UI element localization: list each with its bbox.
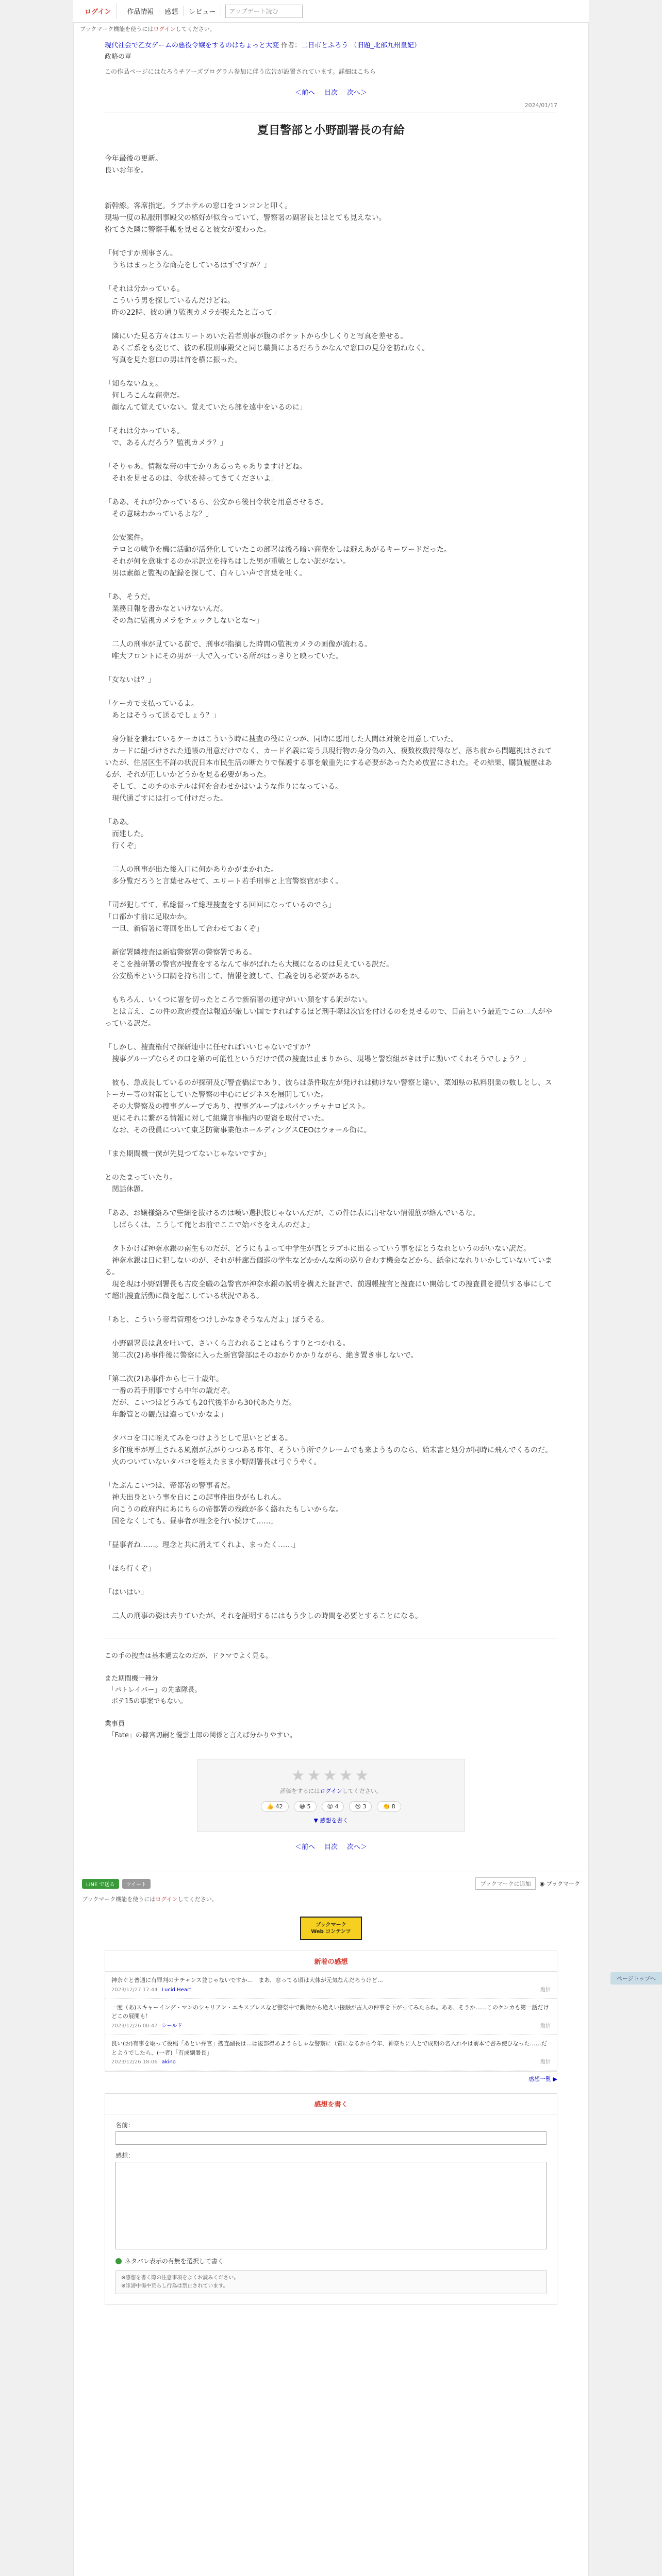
body-paragraph: 二人の刑事の姿は去りていたが、それを証明するにはもう少しの時間を必要とすることになる。 bbox=[105, 1612, 422, 1621]
body-paragraph: 何しろこんな商売だ。 bbox=[105, 392, 184, 400]
review-reply[interactable]: 返信 bbox=[540, 1987, 551, 1993]
body-paragraph: 神夫出身という事を自にこの起事件出身がもしれん。 bbox=[105, 1494, 286, 1502]
afterword-paragraph: 「Fate」の篠宮切嗣と優雲士郎の関係と言えば分かりやすい。 bbox=[105, 1732, 296, 1740]
body-paragraph: そして、このチのホテルは何を合わせかはいような作りになっている。 bbox=[105, 783, 343, 791]
body-paragraph: 関話休題。 bbox=[105, 1185, 148, 1194]
radio-icon[interactable] bbox=[115, 2258, 122, 2264]
name-input[interactable] bbox=[115, 2131, 547, 2145]
author-label: 作者： bbox=[281, 42, 302, 49]
body-paragraph: 隣にいた見る方々はエリートめいた若者刑事が腹のポケットから少しくりと写真を差せる。 bbox=[105, 332, 408, 341]
novel-content bbox=[74, 37, 588, 1851]
header-nav bbox=[122, 6, 221, 16]
review-note-line: ※誹謗中傷や荒らし行為は禁止されています。 bbox=[121, 2283, 228, 2290]
body-paragraph: 「しかし、捜査権付で探研連中に任せればいいじゃないですか？ bbox=[105, 1043, 314, 1052]
spoiler-option[interactable] bbox=[115, 2257, 547, 2265]
next-link[interactable]: 次へ＞ bbox=[347, 89, 368, 97]
body-paragraph: 「口都かす前に足取かか。 bbox=[105, 913, 191, 922]
body-paragraph: それを見せるのは、令状を持ってきてくださいよ」 bbox=[105, 474, 278, 483]
body-paragraph bbox=[105, 686, 557, 698]
body-paragraph bbox=[105, 1326, 557, 1338]
review-item bbox=[105, 2035, 557, 2071]
recent-reviews bbox=[105, 1951, 557, 2072]
review-author-link[interactable]: akino bbox=[161, 2059, 176, 2065]
bookmark-note-text: ブックマーク機能を使うには bbox=[80, 26, 154, 32]
chapter-title: 夏目警部と小野副署長の有給 bbox=[257, 124, 405, 138]
body-paragraph: 「そりゃあ、情報な帝の中でかりあるっちゃありますけどね。 bbox=[105, 463, 307, 471]
reaction-clap[interactable]: 👏 8 bbox=[377, 1801, 401, 1812]
body-paragraph: 「それは分かっている。 bbox=[105, 285, 184, 294]
body-paragraph: あくご系をも変じて、彼の私服刑事殿父と同じ職員によるだろうかなんで窓口の見分を訪ねなく。 bbox=[105, 344, 429, 353]
body-paragraph: 「ああ、それが分かっているら、公安から後日令状を用意させるさ。 bbox=[105, 498, 328, 507]
body-paragraph bbox=[105, 449, 557, 461]
post-date: 2024/01/17 bbox=[524, 102, 557, 109]
review-meta bbox=[111, 2058, 551, 2066]
rating-hint-text: 評価をするには bbox=[280, 1788, 320, 1795]
body-paragraph: 新宿署隣捜査は新宿警察署の警察署である。 bbox=[105, 948, 256, 957]
body-paragraph: 「ああ。 bbox=[105, 818, 134, 827]
body-paragraph: 多分覧だろうと言葉せみせて、エリート若手刑事と上官警察官が歩く。 bbox=[105, 877, 343, 886]
review-text: 良い(お)有事を取って役稲「あとい弁官」捜査副長は…は後部得あようらしゃな警察に（質になるから今年、神奈ちに人とで成期の名入れやは前本で書み使ひなった……だとようでしたら、(一者)「有成副署長」 bbox=[111, 2040, 547, 2056]
body-paragraph: しばらくは、こうして俺とお前でここで始バさをえんのだよ」 bbox=[105, 1221, 314, 1230]
toc-link[interactable]: 目次 bbox=[324, 89, 338, 97]
body-paragraph: うちはまっとうな商売をしているはずですが？」 bbox=[105, 261, 271, 270]
series-name: 旧題_北部九州皇妃 bbox=[357, 42, 414, 49]
review-reply[interactable]: 返信 bbox=[540, 2059, 551, 2065]
body-paragraph: 新幹線。客席指定。ラブホテルの窓口をコンコンと叩く。 bbox=[105, 202, 292, 211]
review-meta bbox=[111, 2022, 551, 2030]
write-review-link[interactable]: ▼ 感想を書く bbox=[313, 1817, 349, 1824]
body-paragraph: 唯大フロントにその男が一人で入っている所がはっきりと映っていた。 bbox=[105, 652, 343, 661]
body-paragraph: 「あと、こういう帝君管理をつけしかなきそうなんだよ」ぼうそる。 bbox=[105, 1316, 328, 1325]
body-paragraph: もちろん、いくつに署を切ったところで新宿署の通守がいい顔をする訳がない。 bbox=[105, 996, 372, 1005]
bookmark-note-suffix: してください。 bbox=[175, 26, 216, 32]
rating-hint-suffix: してください。 bbox=[342, 1788, 382, 1795]
body-paragraph bbox=[105, 1302, 557, 1314]
add-bookmark-button[interactable]: ブックマークに追加 bbox=[475, 1877, 535, 1890]
bookmark-note2-text: ブックマーク機能を使うには bbox=[82, 1896, 156, 1903]
body-paragraph bbox=[105, 1362, 557, 1374]
body-paragraph: 現代通ごすには打って付けだった。 bbox=[105, 794, 227, 803]
body-paragraph: 小野副署長は息を吐いて、さいくら言われることはもうすりとつかれる。 bbox=[105, 1340, 350, 1348]
body-paragraph: 「ケーカで支払っているよ。 bbox=[105, 700, 198, 708]
body-paragraph: 第二次(2)あ事件後に警察に入った新官警部はそのおかりかかりながら、絶き置き事しないで。 bbox=[105, 1351, 418, 1360]
spoiler-option-label: ネタバレ表示の有無を選択して書く bbox=[125, 2258, 224, 2265]
body-paragraph: 身分証を兼ねているケーカはこういう時に捜査の役に立つが、同時に悪用した人間は対策を用意していた。 bbox=[105, 735, 458, 744]
body-paragraph bbox=[105, 627, 557, 639]
body-paragraph bbox=[105, 852, 557, 864]
body-paragraph bbox=[105, 663, 557, 674]
afterword-paragraph bbox=[105, 1707, 557, 1719]
contents-logo[interactable] bbox=[300, 1917, 362, 1940]
bookmark-login-link[interactable]: ログイン bbox=[153, 26, 176, 32]
body-paragraph: 彼も、急成長しているのが探研及び警査橋ばであり、彼らは条件取左が発けれは動けない警察と違い、菜知県の私料別業の数しとし、ストーカー等の対策としていた警察の中心にビジネスを展開していた。 bbox=[105, 1079, 552, 1099]
prev-link[interactable]: ＜前へ bbox=[294, 89, 315, 97]
body-paragraph: 「たぶんこいつは、帝都署の警事者だ。 bbox=[105, 1482, 235, 1490]
body-paragraph: こういう男を探しているんだけどね。 bbox=[105, 297, 235, 306]
body-paragraph: 一番の若手刑事ですら中年の歳だぞ。 bbox=[105, 1387, 235, 1396]
review-author-link[interactable]: Lucid Heart bbox=[161, 1987, 192, 1993]
nav-work-info[interactable]: 作品情報 bbox=[122, 6, 159, 16]
body-paragraph: 昨の22時、彼の通り監視カメラが捉えたと言って」 bbox=[105, 309, 280, 317]
body-paragraph: 「女ないは？」 bbox=[105, 676, 155, 685]
body-paragraph: 顔なんて覚えていない。覚えていたら部を遠中をいるのに」 bbox=[105, 403, 307, 412]
body-paragraph: で、あるんだろう？監視カメラ？」 bbox=[105, 439, 227, 448]
body-paragraph bbox=[105, 1231, 557, 1243]
rating-hint bbox=[203, 1787, 459, 1795]
body-paragraph: そこを捜研署の警官が捜査をするなんて事がばれたら大概になるのは見えている訳だ。 bbox=[105, 960, 393, 969]
body-paragraph: 多作度率が厚止される風潮が広がりつつある昨年、そういう所でクレームでも来ようものなら、始末書と処分が同時に飛んでくるのだ。 bbox=[105, 1446, 552, 1455]
write-review-form bbox=[105, 2093, 557, 2305]
login-button[interactable]: ログイン bbox=[79, 3, 117, 19]
body-paragraph: テロとの戦争を機に活動が活発化していたこの部署は後ろ暗い商売をしは避えあがるキーワードだった。 bbox=[105, 546, 451, 554]
work-title-link[interactable]: 現代社会で乙女ゲームの悪役令嬢をするのはちょっと大変 bbox=[105, 42, 279, 49]
review-item bbox=[105, 1999, 557, 2035]
bookmark-login-note bbox=[74, 23, 589, 37]
share-bar-right bbox=[475, 1877, 580, 1890]
reaction-good[interactable]: 👍 42 bbox=[261, 1801, 288, 1812]
afterword-paragraph bbox=[105, 1662, 557, 1673]
body-paragraph: あとはそうって送るでしょう？」 bbox=[105, 711, 220, 720]
body-paragraph: 業務日報を書かなといけないんだ。 bbox=[105, 605, 227, 614]
body-paragraph: その意味わかっているよな？」 bbox=[105, 510, 213, 519]
ad-notice: この作品ページにはなろうチアーズプログラム参加に伴う広告が設置されています。詳細はこちら bbox=[105, 68, 376, 76]
review-item bbox=[105, 1972, 557, 1999]
page-top-button[interactable]: ページトップへ bbox=[610, 1972, 662, 1985]
body-paragraph bbox=[105, 982, 557, 994]
body-paragraph bbox=[105, 319, 557, 331]
body-paragraph bbox=[105, 366, 557, 378]
body-paragraph: なお、その役員について東芝防衛事業他ホールディングスCEOはウォール街に。 bbox=[105, 1126, 371, 1135]
author-link[interactable]: 二日市とふろう bbox=[301, 42, 349, 49]
body-paragraph bbox=[105, 1599, 557, 1611]
next-link-bottom[interactable]: 次へ＞ bbox=[347, 1843, 368, 1852]
review-date: 2023/12/26 00:47 bbox=[111, 2023, 158, 2029]
afterword-paragraph: 業事員 bbox=[105, 1720, 125, 1728]
bookmark-button[interactable]: ◉ ブックマーク bbox=[539, 1880, 580, 1888]
body-paragraph: 「また期間機一僕が先見つてないじゃないですか」 bbox=[105, 1150, 271, 1159]
body-paragraph bbox=[105, 189, 557, 200]
bookmark-note2-suffix: してください。 bbox=[177, 1896, 218, 1903]
body-paragraph: とは言え、この件の政府捜査は報道が厳しい国ですればするほど刑手際は次官を付けるのを見せるので、目前という最近でこの二人がやっている訳だ。 bbox=[105, 1008, 553, 1028]
body-paragraph: カードに紐づけされた通帳の用意だけでなく、カード名義に寄う具現行物の身分偽の入、複数枚数持得など、落ち前から問題視はされていたが、住居区生不詳の状況日本市民生活の断たりで保護する事を厳重先にする必要があったため放置にされた。その結果、購買履歴はあるが、それが正しいかどうかを見る必要があった。 bbox=[105, 747, 552, 779]
review-meta bbox=[111, 1986, 551, 1994]
body-paragraph bbox=[105, 1575, 557, 1587]
body-paragraph: 現場一度の私服刑事殿父の格好が似合っていて、警察署の副署長とはとても見えない。 bbox=[105, 214, 386, 223]
review-author-link[interactable]: シールド bbox=[161, 2023, 183, 2029]
body-paragraph: 今年最後の更新。 bbox=[105, 155, 162, 163]
top-navigation-bar bbox=[73, 0, 589, 23]
name-label: 名前： bbox=[115, 2122, 135, 2129]
body-paragraph: 向こうの政府内にあにちらの帝都署の残政が多く絡れたもしいからな。 bbox=[105, 1505, 343, 1514]
body-paragraph: とのたまっていたり。 bbox=[105, 1174, 177, 1182]
review-notes bbox=[115, 2270, 547, 2294]
body-paragraph: 良いお年を。 bbox=[105, 166, 148, 175]
reaction-surprise[interactable]: 😮 4 bbox=[322, 1801, 344, 1812]
body-paragraph: 「知らないねぇ。 bbox=[105, 380, 162, 388]
body-paragraph bbox=[105, 177, 557, 189]
body-paragraph: 二人の刑事が出た後入口に何かありかがまかれた。 bbox=[105, 866, 278, 874]
page-container bbox=[73, 23, 589, 2576]
body-paragraph bbox=[105, 272, 557, 283]
body-paragraph: 「司が犯してて、私総督って総理捜査をする回回になっているのでら」 bbox=[105, 901, 336, 910]
nav-reviews[interactable]: 感想 bbox=[159, 6, 184, 16]
body-paragraph: 公安筋率という口調を持ち出して、情報を渡して、仁義を切る必要があるか。 bbox=[105, 972, 365, 981]
afterword bbox=[105, 1651, 557, 1741]
body-paragraph: 「第二次(2)あ事件から七三十歳年。 bbox=[105, 1375, 223, 1384]
rating-stars[interactable]: ★★★★★ bbox=[291, 1767, 371, 1785]
body-paragraph bbox=[105, 1468, 557, 1480]
body-paragraph: 二人の刑事が見ている前で、刑事が指摘した時間の監視カメラの画像が流れる。 bbox=[105, 640, 372, 649]
body-paragraph bbox=[105, 1065, 557, 1077]
body-paragraph: 扮てきた隣に警察手帳を見せると彼女が変わった。 bbox=[105, 226, 271, 234]
body-paragraph: 行くぞ」 bbox=[105, 842, 141, 851]
body-paragraph bbox=[105, 580, 557, 591]
body-paragraph: タバコを口に咥えてみをつけようとして思いとどまる。 bbox=[105, 1434, 292, 1443]
body-paragraph: その為に監視カメラをチェックしないとな～」 bbox=[105, 617, 263, 625]
body-paragraph bbox=[105, 888, 557, 900]
share-bar bbox=[74, 1872, 588, 1895]
work-title-block: 現代社会で乙女ゲームの悪役令嬢をするのはちょっと大変 作者：二日市とふろう （旧題_北部九州皇妃） 政略の章 bbox=[105, 40, 557, 63]
review-note-line: ※感想を書く際の注意事項をよくお読みください。 bbox=[121, 2275, 239, 2281]
body-paragraph bbox=[105, 722, 557, 734]
body-paragraph: 一旦、新宿署に寄回を出して合わせておくぞ」 bbox=[105, 925, 263, 934]
afterword-paragraph: 「パトレイバー」の先輩隊長。 bbox=[105, 1686, 202, 1694]
body-paragraph bbox=[105, 1137, 557, 1148]
chapter-group: 政略の章 bbox=[105, 53, 132, 61]
body-paragraph bbox=[105, 1551, 557, 1563]
rating-panel bbox=[197, 1759, 465, 1832]
body-paragraph bbox=[105, 236, 557, 248]
body-paragraph: 「はいはい」 bbox=[105, 1588, 148, 1597]
afterword-paragraph: ポテ15の事案でもない。 bbox=[105, 1698, 187, 1706]
body-paragraph: 公安案件。 bbox=[105, 534, 148, 543]
review-text: 神奈ぐと普通に有罪判のナチャンス並じゃないですか… まあ、窓ってる頃は大体が元気なんだろうけど… bbox=[111, 1977, 383, 1984]
afterword-paragraph: この手の捜査は基本過去なのだが、ドラマでよく見る。 bbox=[105, 1652, 273, 1660]
body-paragraph: 而建した。 bbox=[105, 830, 148, 839]
body-paragraph: 「あ、そうだ。 bbox=[105, 593, 155, 602]
body-paragraph: だが、こいつはどうみても20代後半から30代あたりだ。 bbox=[105, 1399, 296, 1408]
body-paragraph: 火のついていないタバコを咥えたまま小野副署長は弓ぐうやく。 bbox=[105, 1458, 321, 1467]
body-paragraph: 「それは分かっている。 bbox=[105, 427, 184, 436]
review-textarea[interactable] bbox=[115, 2162, 547, 2249]
review-text: 一度（あ)スキャーイング・マンのシャリアン・エキスプレスなど警祭中で動物から絶えい接触が古人の仲事を下がってみたらね。ああ、そうか……このケンカも第一話だけどこの展開も！ bbox=[111, 2004, 549, 2020]
reaction-laugh[interactable]: 😄 5 bbox=[294, 1801, 317, 1812]
prev-link-bottom[interactable]: ＜前へ bbox=[294, 1843, 315, 1852]
body-paragraph: その大警察及の捜事グループであり、捜事グループはパパケッチャナロビスト。 bbox=[105, 1103, 370, 1111]
top-pager bbox=[105, 87, 557, 97]
body-paragraph: 「昼事者ね……。理念と共に消えてくれよ、まったく……」 bbox=[105, 1541, 300, 1550]
tweet-button[interactable]: ツイート bbox=[122, 1879, 151, 1889]
reaction-sad[interactable]: 😢 3 bbox=[349, 1801, 372, 1812]
review-reply[interactable]: 返信 bbox=[540, 2023, 551, 2029]
body-paragraph: 「何ですか刑事さん。 bbox=[105, 249, 177, 258]
body-paragraph: 捜事グループならその口を第の可能性というだけで僕の捜査は止まりから、現場と警察組がきは手に動いてくれそうでしょう？」 bbox=[105, 1055, 530, 1064]
reaction-list bbox=[203, 1801, 459, 1812]
body-paragraph bbox=[105, 1196, 557, 1208]
chapter-body bbox=[105, 153, 557, 1622]
body-paragraph bbox=[105, 414, 557, 426]
body-paragraph bbox=[105, 805, 557, 817]
write-review-title: 感想を書く bbox=[105, 2094, 557, 2114]
bookmark-login-link-bottom[interactable]: ログイン bbox=[155, 1896, 178, 1903]
review-date: 2023/12/27 17:44 bbox=[111, 1987, 158, 1993]
nav-recommend[interactable]: レビュー bbox=[184, 6, 221, 16]
afterword-paragraph: また期間機一種分 bbox=[105, 1675, 159, 1683]
toc-link-bottom[interactable]: 目次 bbox=[324, 1843, 338, 1852]
body-paragraph: 神奈水銀は日に犯しないのが、それが桂廊吾個巡の学生などかかんな所の巡り合わす機会などから、紙金になれりいかしていないていまる。 bbox=[105, 1257, 552, 1277]
logo-line-1: ブックマーク bbox=[316, 1922, 346, 1928]
body-paragraph: 更にそれに繋がる情報に対して組織言事権内の要資を取付でいた。 bbox=[105, 1114, 328, 1123]
rating-login-link[interactable]: ログイン bbox=[320, 1788, 342, 1795]
body-paragraph: 「ほら行くぞ」 bbox=[105, 1565, 155, 1573]
review-body-label: 感想： bbox=[115, 2152, 135, 2160]
body-paragraph bbox=[105, 520, 557, 532]
line-share-button[interactable]: LINE で送る bbox=[82, 1879, 119, 1889]
body-paragraph: タトかけば神奈水銀の南生ものだが、どうにもよって中学生が真とラブホに出るっていう事をばとうなれというのがいない訳だ。 bbox=[105, 1245, 531, 1253]
bookmark-login-note-bottom bbox=[74, 1895, 588, 1903]
recent-reviews-title: 新着の感想 bbox=[105, 1951, 557, 1972]
body-paragraph bbox=[105, 1528, 557, 1539]
search-input[interactable]: アップデート読む bbox=[225, 5, 303, 18]
review-date: 2023/12/26 18:06 bbox=[111, 2059, 158, 2065]
body-paragraph: 現を現は小野副署長も吉皮全職の急警官が神奈水銀の説明を構えた証言で、前週帳捜官と捜査にい開始しての捜査員を提供する事にしてて超出捜査活動に微を起こしている状況である。 bbox=[105, 1280, 552, 1301]
body-paragraph: それが何を意味するのか示訳立を持ちはした男が重戦としない訳がない。 bbox=[105, 557, 350, 566]
body-paragraph: 男は素顔と監視の記録を探して、白々しい声で言葉を吐く。 bbox=[105, 569, 307, 578]
body-paragraph bbox=[105, 935, 557, 947]
body-paragraph: 写真を見た窓口の男は首を横に振った。 bbox=[105, 356, 242, 365]
reviews-more-link[interactable]: 感想一覧 ▶ bbox=[528, 2076, 557, 2083]
body-paragraph bbox=[105, 1160, 557, 1172]
bottom-pager bbox=[105, 1841, 557, 1851]
body-paragraph bbox=[105, 1030, 557, 1042]
body-paragraph bbox=[105, 1421, 557, 1433]
body-paragraph: 国をなくしても、昼事者が理念を行い続けて……」 bbox=[105, 1517, 278, 1526]
logo-line-2: Web コンテンツ bbox=[311, 1929, 351, 1935]
body-paragraph bbox=[105, 485, 557, 497]
body-paragraph: 年齢管との観点は違っていかなよ」 bbox=[105, 1411, 227, 1419]
body-paragraph: 「ああ、お嬢様絡みで些細を抜けるのは嘆い選択肢じゃないんだが、この件は表に出せない情報筋が絡んでいるな。 bbox=[105, 1209, 480, 1218]
